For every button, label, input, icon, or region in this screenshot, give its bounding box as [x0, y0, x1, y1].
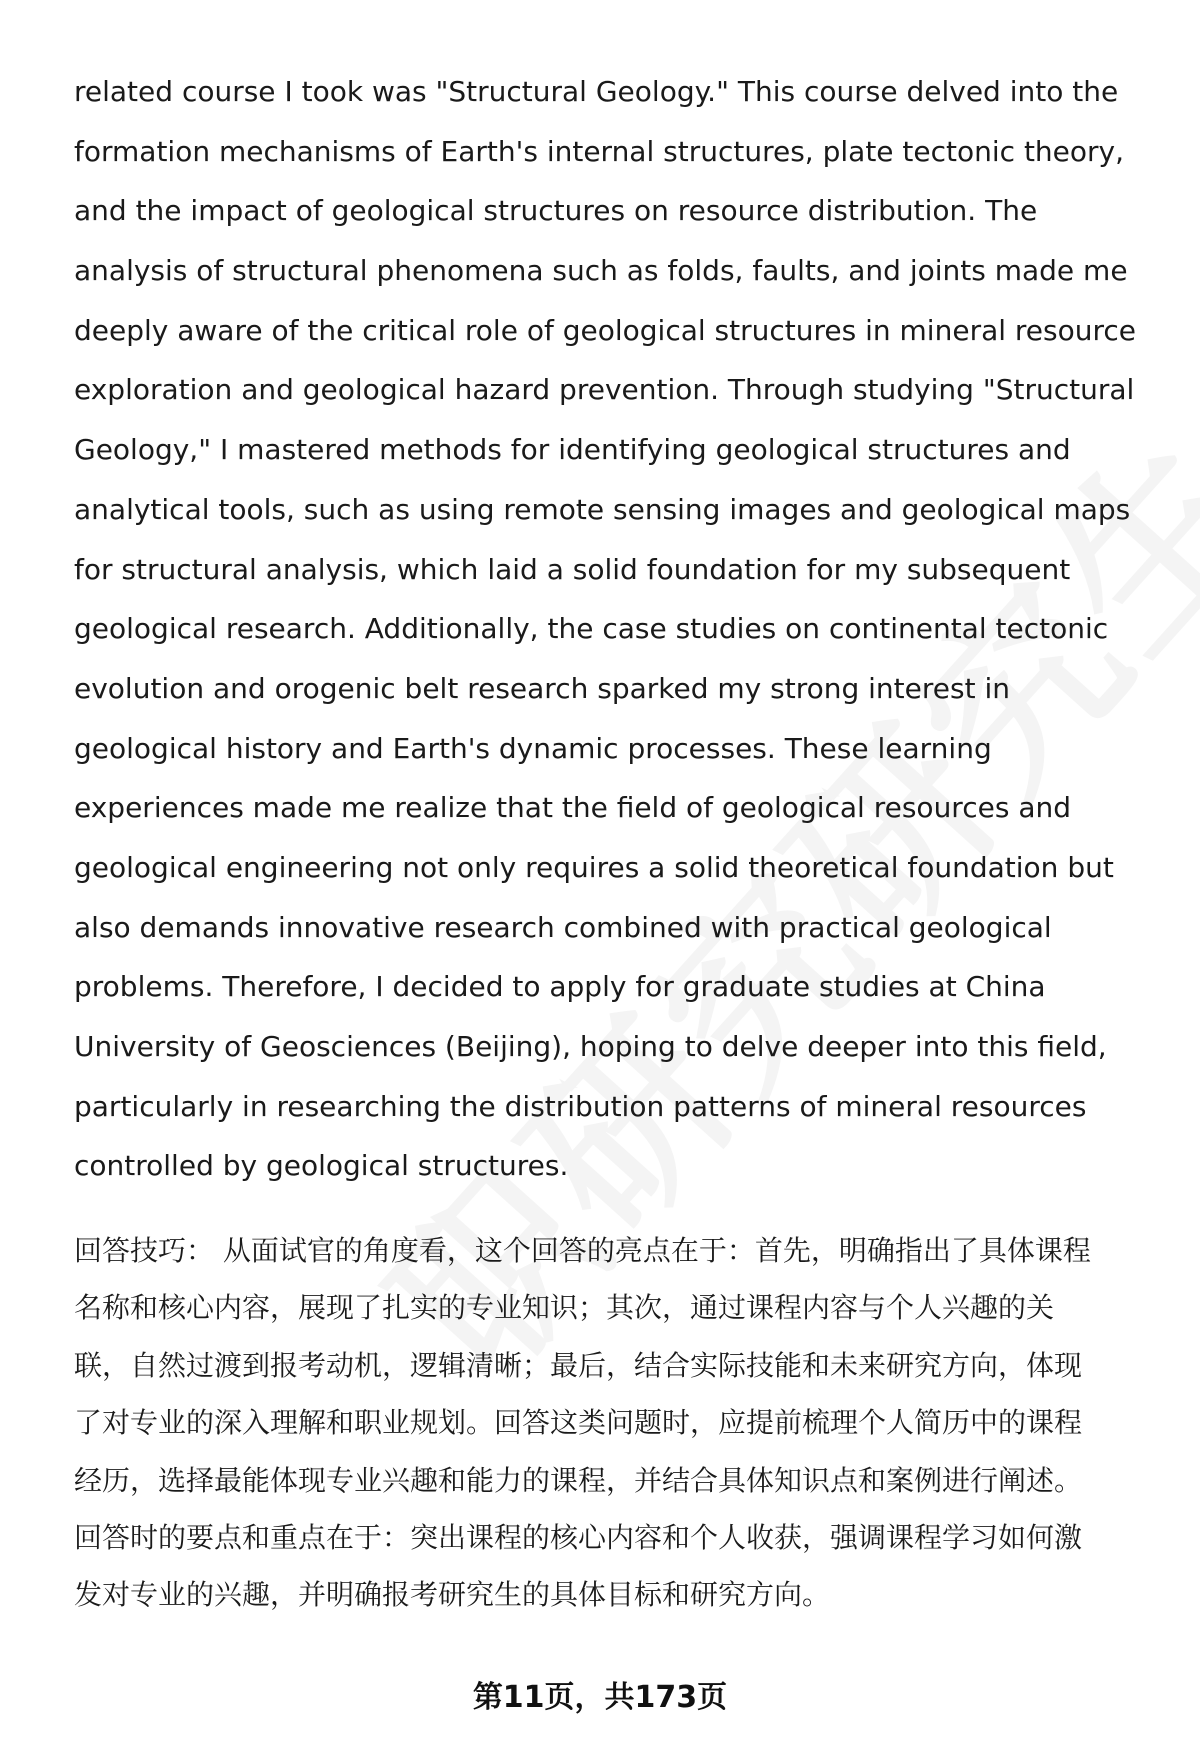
paragraph-line: analysis of structural phenomena such as folds, faults, and joints made me	[74, 254, 1128, 288]
paragraph-line: analytical tools, such as using remote sensing images and geological maps	[74, 492, 1131, 526]
paragraph-line: formation mechanisms of Earth's internal structures, plate tectonic theory,	[74, 134, 1125, 168]
paragraph-line: experiences made me realize that the field of geological resources and	[74, 791, 1071, 825]
paragraph-line: University of Geosciences (Beijing), hoping to delve deeper into this field,	[74, 1030, 1107, 1063]
tips-line: 发对专业的兴趣，并明确报考研究生的具体目标和研究方向。	[74, 1578, 831, 1612]
paragraph-line: geological history and Earth's dynamic processes. These learning	[74, 731, 992, 765]
tips-line: 名称和核心内容，展现了扎实的专业知识；其次，通过课程内容与个人兴趣的关	[74, 1291, 1055, 1325]
answer-tips-paragraph	[74, 1222, 1164, 1624]
answer-paragraph	[74, 62, 1164, 1196]
page-number-footer: 第11页，共173页	[472, 1680, 728, 1715]
paragraph-line: geological research. Additionally, the case studies on continental tectonic	[74, 612, 1109, 646]
paragraph-line: evolution and orogenic belt research sparked my strong interest in	[74, 671, 1010, 705]
paragraph-line: Geology," I mastered methods for identifying geological structures and	[74, 433, 1071, 467]
paragraph-line: exploration and geological hazard prevention. Through studying "Structural	[74, 373, 1135, 407]
tips-line: 经历，选择最能体现专业兴趣和能力的课程，并结合具体知识点和案例进行阐述。	[74, 1463, 1083, 1497]
tips-line: 了对专业的深入理解和职业规划。回答这类问题时，应提前梳理个人简历中的课程	[74, 1406, 1083, 1440]
paragraph-line: and the impact of geological structures on resource distribution. The	[74, 194, 1038, 228]
paragraph-line: deeply aware of the critical role of geological structures in mineral resource	[74, 313, 1137, 347]
paragraph-line: problems. Therefore, I decided to apply for graduate studies at China	[74, 970, 1046, 1004]
tips-line: 联，自然过渡到报考动机，逻辑清晰；最后，结合实际技能和未来研究方向，体现	[74, 1348, 1083, 1382]
paragraph-line: geological engineering not only requires a solid theoretical foundation but	[74, 850, 1114, 884]
tips-line: 回答时的要点和重点在于：突出课程的核心内容和个人收获，强调课程学习如何激	[74, 1520, 1083, 1554]
paragraph-line: controlled by geological structures.	[74, 1149, 569, 1183]
tips-line: 回答技巧： 从面试官的角度看，这个回答的亮点在于：首先，明确指出了具体课程	[74, 1234, 1091, 1267]
paragraph-line: related course I took was "Structural Geology." This course delved into the	[74, 75, 1119, 108]
paragraph-line: also demands innovative research combined with practical geological	[74, 910, 1052, 944]
paragraph-line: for structural analysis, which laid a solid foundation for my subsequent	[74, 552, 1071, 586]
paragraph-line: particularly in researching the distribution patterns of mineral resources	[74, 1089, 1087, 1123]
